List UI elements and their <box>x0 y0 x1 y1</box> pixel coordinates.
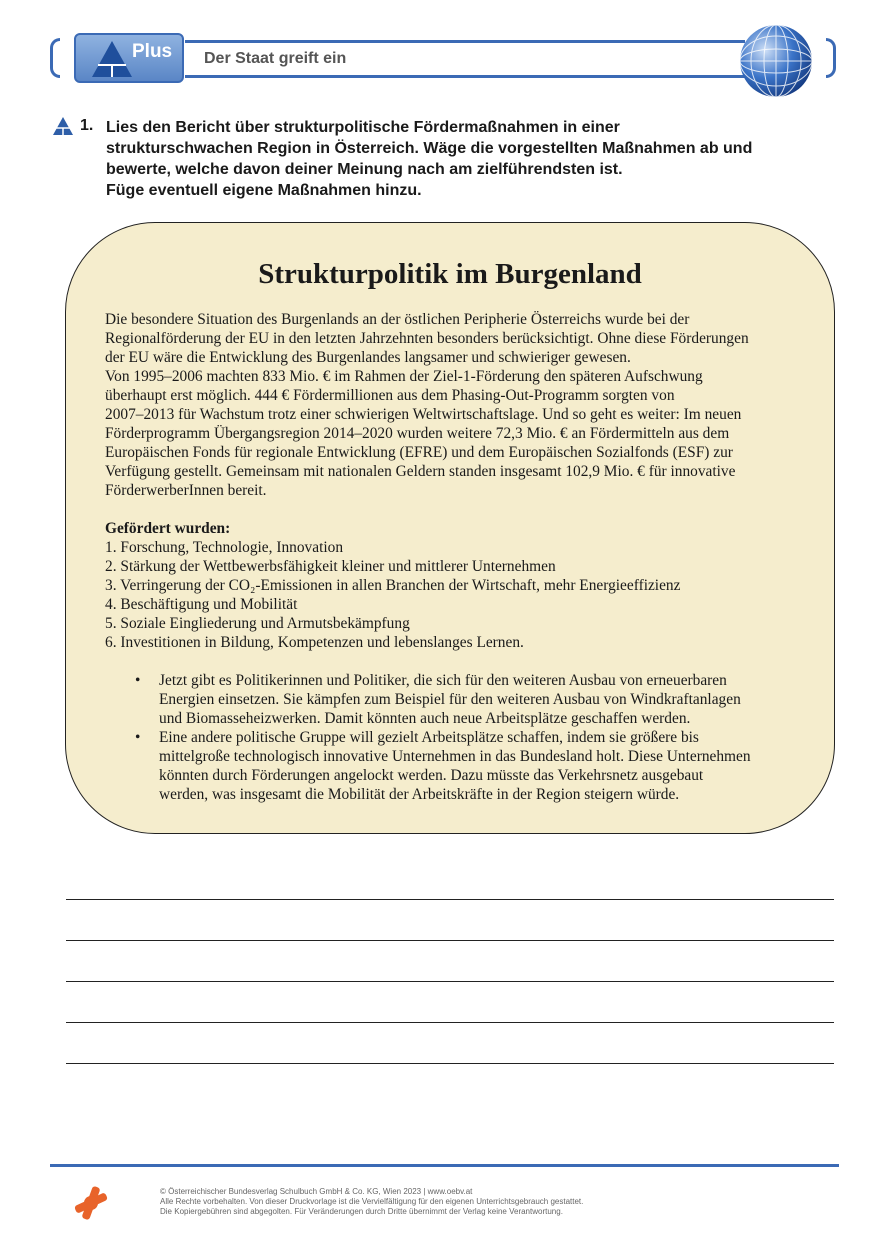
plus-label: Plus <box>132 41 173 62</box>
policy-bullet-item <box>135 671 805 728</box>
task-number: 1. <box>80 117 94 134</box>
bullet-line: Jetzt gibt es Politikerinnen und Politiker, die sich für den weiteren Ausbau von erneuerbaren <box>159 672 727 689</box>
footer-legal <box>160 1187 820 1217</box>
funded-item: 1. Forschung, Technologie, Innovation <box>105 539 344 556</box>
answer-line[interactable] <box>66 981 834 982</box>
article-line: Europäischen Fonds für regionale Entwicklung (EFRE) und dem Europäischen Sozialfonds (ESF) zur <box>105 444 733 461</box>
article-line: überhaupt erst möglich. 444 € Fördermillionen aus dem Phasing-Out-Programm sorgten von <box>105 387 675 404</box>
plus-badge <box>74 33 184 83</box>
footer-line: © Österreichischer Bundesverlag Schulbuch GmbH & Co. KG, Wien 2023 | www.oebv.at <box>160 1187 473 1196</box>
answer-line[interactable] <box>66 1063 834 1064</box>
task-line: Lies den Bericht über strukturpolitische Fördermaßnahmen in einer <box>106 119 620 136</box>
footer-line: Alle Rechte vorbehalten. Von dieser Druckvorlage ist die Vervielfältigung für den eigenen Unterrichtsgebrauch gestattet. <box>160 1197 584 1206</box>
funded-item: 6. Investitionen in Bildung, Kompetenzen und lebenslanges Lernen. <box>105 634 524 651</box>
bullet-line: könnten durch Förderungen angelockt werden. Dazu müsste das Verkehrsnetz ausgebaut <box>159 767 704 784</box>
funded-list <box>105 538 805 652</box>
header-rule-top <box>185 40 745 43</box>
header-bracket-right <box>826 38 836 78</box>
task-line: bewerte, welche davon deiner Meinung nach am zielführendsten ist. <box>106 161 623 178</box>
article-line: Verfügung gestellt. Gemeinsam mit nationalen Geldern standen insgesamt 102,9 Mio. € für innovative <box>105 463 736 480</box>
article-line: FörderwerberInnen bereit. <box>105 482 267 499</box>
article-line: 2007–2013 für Wachstum trotz einer schwierigen Weltwirtschaftslage. Und so geht es weiter: Im neuen <box>105 406 742 423</box>
funded-item: 4. Beschäftigung und Mobilität <box>105 596 298 613</box>
funded-item: 5. Soziale Eingliederung und Armutsbekämpfung <box>105 615 410 632</box>
answer-line[interactable] <box>66 1022 834 1023</box>
policy-bullet-item <box>135 728 805 804</box>
article-line: Regionalförderung der EU in den letzten Jahrzehnten besonders berücksichtigt. Ohne diese Förderungen <box>105 330 749 347</box>
task-line: Füge eventuell eigene Maßnahmen hinzu. <box>106 182 422 199</box>
bullet-line: mittelgroße technologisch innovative Unternehmen in das Bundesland holt. Diese Unternehmen <box>159 748 751 765</box>
article-line: Förderprogramm Übergangsregion 2014–2020 wurden weitere 72,3 Mio. € an Fördermitteln aus dem <box>105 425 730 442</box>
answer-line[interactable] <box>66 940 834 941</box>
task-triangle-icon <box>53 117 73 135</box>
article-body <box>105 310 805 804</box>
bullet-marker: • <box>135 729 141 746</box>
bullet-line: und Biomasseheizwerken. Damit könnten auch neue Arbeitsplätze geschaffen werden. <box>159 710 691 727</box>
article-title: Strukturpolitik im Burgenland <box>258 258 642 290</box>
policy-bullet-list <box>105 671 805 804</box>
article-line: Von 1995–2006 machten 833 Mio. € im Rahmen der Ziel-1-Förderung den späteren Aufschwung <box>105 368 703 385</box>
plus-triangle-icon <box>90 39 134 79</box>
bullet-line: Energien einsetzen. Sie kämpfen zum Beispiel für den weiteren Ausbau von Windkraftanlagen <box>159 691 741 708</box>
footer-rule <box>50 1164 839 1167</box>
globe-icon <box>738 23 814 99</box>
funded-heading: Gefördert wurden: <box>105 520 231 537</box>
bullet-marker: • <box>135 672 141 689</box>
footer-line: Die Kopiergebühren sind abgegolten. Für Veränderungen durch Dritte übernimmt der Verlag keine Verantwortung. <box>160 1207 563 1216</box>
header-bracket-left <box>50 38 60 78</box>
bullet-line: Eine andere politische Gruppe will gezielt Arbeitsplätze schaffen, indem sie größere bis <box>159 729 699 746</box>
task-line: strukturschwachen Region in Österreich. Wäge die vorgestellten Maßnahmen ab und <box>106 140 753 157</box>
bullet-line: werden, was insgesamt die Mobilität der Arbeitskräfte in der Region steigern würde. <box>159 786 680 803</box>
publisher-logo-icon <box>72 1184 110 1222</box>
funded-item: 2. Stärkung der Wettbewerbsfähigkeit kleiner und mittlerer Unternehmen <box>105 558 556 575</box>
article-line: Die besondere Situation des Burgenlands an der östlichen Peripherie Österreichs wurde bei der <box>105 311 690 328</box>
task-instructions <box>106 117 846 201</box>
page-title: Der Staat greift ein <box>204 50 347 67</box>
article-line: der EU wäre die Entwicklung des Burgenlandes langsamer und schwieriger gewesen. <box>105 349 631 366</box>
answer-line[interactable] <box>66 899 834 900</box>
header-rule-bottom <box>185 75 745 78</box>
funded-item: 3. Verringerung der CO₂-Emissionen in allen Branchen der Wirtschaft, mehr Energieeffizienz <box>105 577 681 594</box>
